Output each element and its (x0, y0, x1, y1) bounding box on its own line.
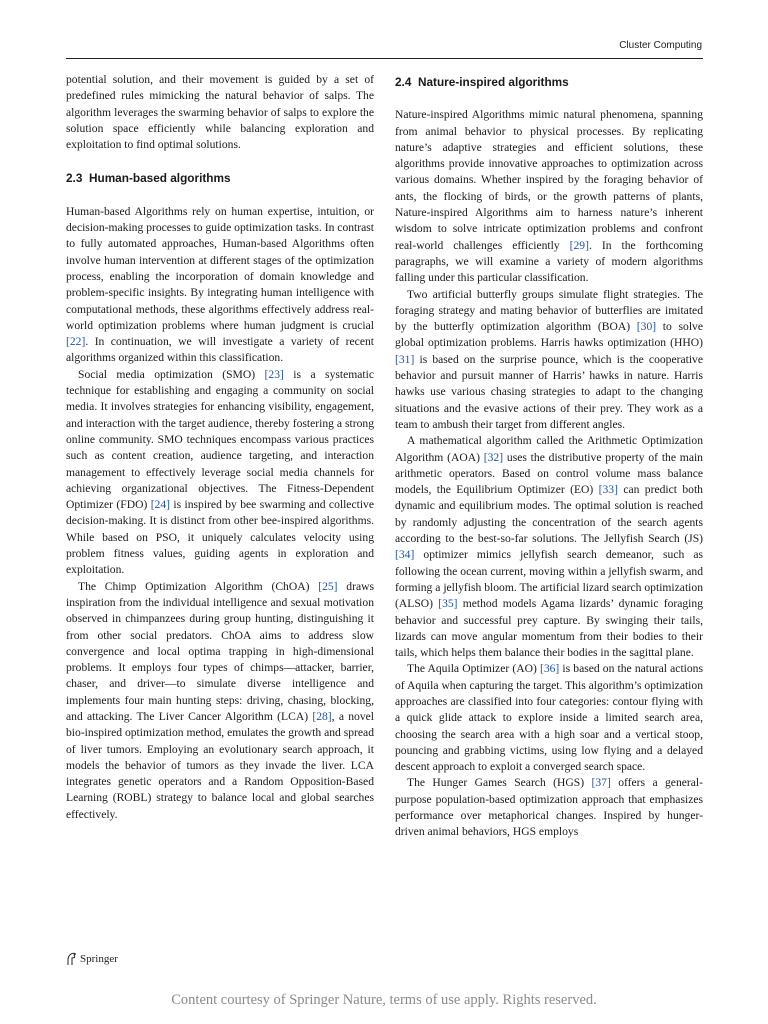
paragraph: Human-based Algorithms rely on human expertise, intuition, or decision-making processes to guide optimization tasks. In contrast to fully automated approaches, Human-based Algorithms often involve human intervention at different stages of the optimization process, enabling the incorporation of domain knowledge and problem-specific insights. By integrating human intelligence with computational methods, these algorithms effectively address real-world optimization problems where human judgment is crucial [22]. In continuation, we will investigate a variety of recent algorithms organized within this classification. (66, 204, 374, 365)
citation-link[interactable]: [30] (636, 320, 657, 334)
courtesy-watermark: Content courtesy of Springer Nature, terms of use apply. Rights reserved. (171, 992, 597, 1008)
citation-link[interactable]: [35] (438, 597, 458, 611)
citation-link[interactable]: [36] (539, 662, 560, 676)
paragraph: Two artificial butterfly groups simulate flight strategies. The foraging strategy and mating behavior of butterflies are imitated by the butterfly optimization algorithm (BOA) [30] to solve global optimization problems. Harris hawks optimization (HHO) [31] is based on the surprise pounce, which is the cooperative behavior and pursuit manner of Harris’ hawks in nature. Harris hawks use various chasing strategies to adapt to the changing situations and the evasive actions of their prey. They work as a team to ambush their target from different angles. (395, 287, 704, 431)
publisher-logo (66, 952, 118, 966)
citation-link[interactable]: [31] (395, 352, 415, 366)
citation-link[interactable]: [22] (66, 335, 86, 349)
header-rule (66, 58, 703, 59)
citation-link[interactable]: [32] (483, 450, 504, 464)
right-column (395, 72, 703, 841)
paragraph: potential solution, and their movement is guided by a set of predefined rules mimicking the natural behavior of salps. The algorithm leverages the swarming behavior of salps to explore the solution space efficiently while balancing exploration and exploitation to find optimal solutions. (66, 73, 374, 152)
citation-link[interactable]: [37] (591, 776, 611, 790)
citation-link[interactable]: [23] (264, 367, 284, 381)
section-heading-2-4 (395, 74, 703, 90)
paragraph: Social media optimization (SMO) [23] is a systematic technique for establishing and engaging a community on social media. It involves strategies for enhancing visibility, engagement, and interaction with the target audience, thereby fostering a strong online community. SMO techniques encompass various practices such as content creation, audience targeting, and interaction management to effectively leverage social media channels for achieving organizational objectives. The Fitness-Dependent Optimizer (FDO) [24] is inspired by bee swarming and collective decision-making. It is distinct from other bee-inspired algorithms. While based on PSO, it uniquely calculates velocity using problem fitness values, guiding agents in exploration and exploitation. (66, 367, 375, 577)
citation-link[interactable]: [25] (318, 579, 338, 593)
citation-link[interactable]: [34] (395, 548, 415, 562)
paragraph: A mathematical algorithm called the Arithmetic Optimization Algorithm (AOA) [32] uses the distributive property of the main arithmetic operators. Based on control volume mass balance models, the Equilibrium Optimizer (EO) [33] can predict both dynamic and equilibrium modes. The optimal solution is reached by randomly adjusting the concentration of the search agents according to the best-so-far solutions. The Jellyfish Search (JS) [34] optimizer mimics jellyfish search demeanor, such as following the ocean current, moving within a jellyfish swarm, and forming a jellyfish bloom. The artificial lizard search optimization (ALSO) [35] method models Agama lizards’ dynamic foraging behavior and successful prey capture. By swinging their tails, lizards can move angular momentum from their bodies to their tails, which helps them balance their bodies in the sagittal plane. (395, 434, 703, 660)
paragraph: The Aquila Optimizer (AO) [36] is based on the natural actions of Aquila when capturing the target. This algorithm’s optimization approaches are classified into four categories: contour flying with a quick glide attack to explore inside a limited search area, choosing the search area with a high soar and a vertical stoop, pouncing and grabbing victims, using low flying and a delayed descent approach to exploit a converged search space. (395, 662, 703, 774)
citation-link[interactable]: [33] (598, 483, 618, 497)
citation-link[interactable]: [28] (312, 709, 332, 723)
paragraph: Nature-inspired Algorithms mimic natural phenomena, spanning from animal behavior to physical processes. By replicating nature’s adaptive strategies and efficient solutions, these algorithms provide innovative approaches to optimization across various domains. Whether inspired by the foraging behavior of ants, the flocking of birds, or the growth patterns of plants, Nature-inspired Algorithms aim to harness nature’s inherent wisdom to solve intricate optimization problems and confront real-world challenges efficiently [29]. In the forthcoming paragraphs, we will examine a variety of modern algorithms falling under this particular classification. (395, 108, 703, 285)
section-number: 2.3 (66, 171, 83, 186)
section-heading-2-3 (66, 170, 374, 186)
paragraph: The Chimp Optimization Algorithm (ChOA) [25] draws inspiration from the individual intelligence and sexual motivation observed in chimpanzees during group hunting, distinguishing it from other social predators. ChOA aims to address slow convergence and local optima trapping in high-dimensional problems. It employs four types of chimps—attacker, barrier, chaser, and driver—to simulate diverse intelligence and implements four main hunting steps: driving, chasing, blocking, and attacking. The Liver Cancer Algorithm (LCA) [28], a novel bio-inspired optimization method, emulates the growth and spread of liver tumors. Employing an evolutionary search approach, it models the behavior of tumors as they invade the liver. LCA integrates genetic operators and a Random Opposition-Based Learning (ROBL) strategy to balance local and global searches effectively. (66, 579, 374, 821)
left-column (66, 72, 374, 823)
paragraph: The Hunger Games Search (HGS) [37] offers a general-purpose population-based optimization approach that emphasizes performance over metaphorical changes. Inspired by hunger-driven animal behaviors, HGS employs (395, 776, 703, 839)
section-number: 2.4 (395, 75, 412, 89)
citation-link[interactable]: [24] (150, 498, 171, 512)
citation-link[interactable]: [29] (569, 238, 589, 252)
springer-horse-icon (66, 952, 77, 966)
section-title: Nature-inspired algorithms (417, 75, 569, 89)
publisher-name: Springer (80, 953, 118, 965)
section-title: Human-based algorithms (88, 171, 231, 186)
running-head: Cluster Computing (619, 40, 702, 51)
